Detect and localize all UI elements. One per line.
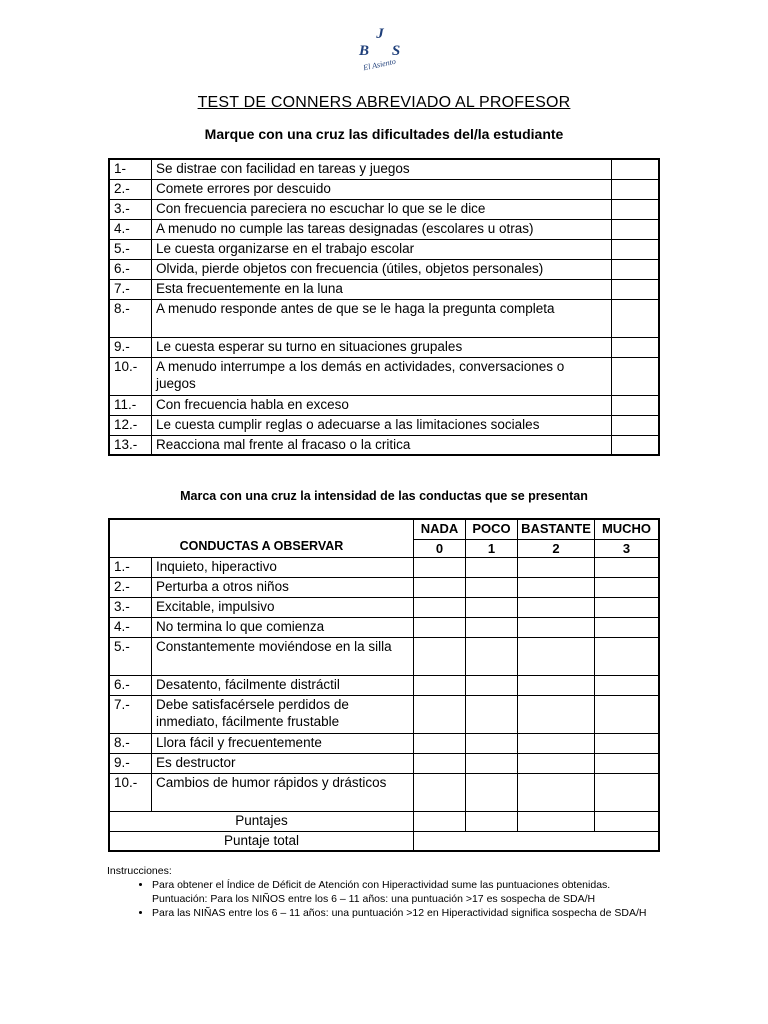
difficulty-row — [109, 199, 659, 219]
difficulty-row — [109, 219, 659, 239]
instructions-label: Instrucciones: — [107, 865, 172, 877]
score-cell-mucho[interactable] — [595, 557, 660, 577]
row-text: Con frecuencia habla en exceso — [152, 395, 612, 415]
checkbox-cell[interactable] — [612, 199, 660, 219]
behaviors-header: CONDUCTAS A OBSERVAR — [109, 519, 414, 557]
score-cell-nada[interactable] — [414, 637, 466, 675]
difficulty-row — [109, 357, 659, 395]
row-text: Desatento, fácilmente distráctil — [152, 675, 414, 695]
score-cell-bastante[interactable] — [518, 637, 595, 675]
row-text: Llora fácil y frecuentemente — [152, 733, 414, 753]
score-cell-mucho[interactable] — [595, 617, 660, 637]
difficulty-row — [109, 279, 659, 299]
difficulty-row — [109, 179, 659, 199]
behavior-row — [109, 617, 659, 637]
score-cell-mucho[interactable] — [595, 675, 660, 695]
score-cell-nada[interactable] — [414, 557, 466, 577]
puntaje-cell-nada[interactable] — [414, 811, 466, 831]
score-cell-bastante[interactable] — [518, 695, 595, 733]
score-cell-poco[interactable] — [466, 577, 518, 597]
difficulty-row — [109, 395, 659, 415]
score-cell-bastante[interactable] — [518, 577, 595, 597]
score-cell-mucho[interactable] — [595, 597, 660, 617]
checkbox-cell[interactable] — [612, 279, 660, 299]
checkbox-cell[interactable] — [612, 299, 660, 337]
logo-letter-b: B — [358, 43, 370, 59]
score-cell-nada[interactable] — [414, 753, 466, 773]
checkbox-cell[interactable] — [612, 179, 660, 199]
score-cell-poco[interactable] — [466, 557, 518, 577]
row-text: Debe satisfacérsele perdidos de inmediato, fácilmente frustable — [152, 695, 414, 733]
page-title: TEST DE CONNERS ABREVIADO AL PROFESOR — [197, 94, 571, 111]
section-subtitle-intensity: Marca con una cruz la intensidad de las conductas que se presentan — [180, 489, 588, 503]
row-number: 1.- — [109, 557, 152, 577]
row-number: 8.- — [109, 299, 152, 337]
score-cell-nada[interactable] — [414, 577, 466, 597]
col-poco-score: 1 — [466, 539, 518, 557]
score-cell-mucho[interactable] — [595, 637, 660, 675]
behavior-row — [109, 637, 659, 675]
checkbox-cell[interactable] — [612, 395, 660, 415]
checkbox-cell[interactable] — [612, 219, 660, 239]
col-nada-score: 0 — [414, 539, 466, 557]
col-bastante-label: BASTANTE — [518, 519, 595, 539]
row-number: 7.- — [109, 695, 152, 733]
behaviors-table — [108, 518, 660, 852]
score-cell-mucho[interactable] — [595, 577, 660, 597]
score-cell-mucho[interactable] — [595, 753, 660, 773]
difficulties-table — [108, 158, 660, 456]
row-number: 7.- — [109, 279, 152, 299]
score-cell-bastante[interactable] — [518, 617, 595, 637]
row-text: A menudo no cumple las tareas designadas (escolares u otras) — [152, 219, 612, 239]
difficulty-row — [109, 299, 659, 337]
col-poco-label: POCO — [466, 519, 518, 539]
row-number: 10.- — [109, 357, 152, 395]
checkbox-cell[interactable] — [612, 357, 660, 395]
row-number: 4.- — [109, 617, 152, 637]
score-cell-bastante[interactable] — [518, 557, 595, 577]
score-cell-mucho[interactable] — [595, 773, 660, 811]
score-cell-bastante[interactable] — [518, 675, 595, 695]
row-number: 9.- — [109, 337, 152, 357]
checkbox-cell[interactable] — [612, 415, 660, 435]
puntaje-total-cell[interactable] — [414, 831, 660, 851]
score-cell-poco[interactable] — [466, 617, 518, 637]
score-cell-bastante[interactable] — [518, 597, 595, 617]
row-number: 6.- — [109, 259, 152, 279]
logo-letter-j: J — [376, 26, 384, 42]
score-cell-poco[interactable] — [466, 773, 518, 811]
row-number: 3.- — [109, 199, 152, 219]
score-cell-nada[interactable] — [414, 597, 466, 617]
col-nada-label: NADA — [414, 519, 466, 539]
score-cell-nada[interactable] — [414, 695, 466, 733]
score-cell-nada[interactable] — [414, 675, 466, 695]
row-number: 9.- — [109, 753, 152, 773]
difficulty-row — [109, 415, 659, 435]
score-cell-poco[interactable] — [466, 675, 518, 695]
row-number: 2.- — [109, 179, 152, 199]
row-text: No termina lo que comienza — [152, 617, 414, 637]
behavior-row — [109, 695, 659, 733]
score-cell-nada[interactable] — [414, 773, 466, 811]
row-number: 5.- — [109, 239, 152, 259]
logo-letter-s: S — [391, 43, 401, 59]
row-text: Cambios de humor rápidos y drásticos — [152, 773, 414, 811]
behavior-row — [109, 557, 659, 577]
row-number: 12.- — [109, 415, 152, 435]
row-number: 2.- — [109, 577, 152, 597]
behavior-row — [109, 597, 659, 617]
score-cell-bastante[interactable] — [518, 773, 595, 811]
puntaje-total-row — [109, 831, 659, 851]
puntaje-cell-poco[interactable] — [466, 811, 518, 831]
row-number: 4.- — [109, 219, 152, 239]
row-number: 1- — [109, 159, 152, 179]
row-text: Es destructor — [152, 753, 414, 773]
row-text: Inquieto, hiperactivo — [152, 557, 414, 577]
row-text: Constantemente moviéndose en la silla — [152, 637, 414, 675]
row-number: 13.- — [109, 435, 152, 455]
difficulty-row — [109, 435, 659, 455]
row-number: 6.- — [109, 675, 152, 695]
instructions-list — [107, 878, 667, 920]
score-cell-bastante[interactable] — [518, 733, 595, 753]
puntaje-cell-mucho[interactable] — [595, 811, 660, 831]
behavior-row — [109, 675, 659, 695]
row-number: 8.- — [109, 733, 152, 753]
row-text: Le cuesta cumplir reglas o adecuarse a las limitaciones sociales — [152, 415, 612, 435]
row-text: Reacciona mal frente al fracaso o la critica — [152, 435, 612, 455]
col-mucho-label: MUCHO — [595, 519, 660, 539]
instructions — [107, 864, 667, 920]
row-number: 11.- — [109, 395, 152, 415]
behavior-row — [109, 733, 659, 753]
difficulty-row — [109, 239, 659, 259]
score-cell-bastante[interactable] — [518, 753, 595, 773]
checkbox-cell[interactable] — [612, 239, 660, 259]
col-mucho-score: 3 — [595, 539, 660, 557]
behavior-row — [109, 773, 659, 811]
score-cell-poco[interactable] — [466, 637, 518, 675]
row-number: 3.- — [109, 597, 152, 617]
score-cell-nada[interactable] — [414, 617, 466, 637]
checkbox-cell[interactable] — [612, 159, 660, 179]
checkbox-cell[interactable] — [612, 435, 660, 455]
row-text: Olvida, pierde objetos con frecuencia (útiles, objetos personales) — [152, 259, 612, 279]
behavior-row — [109, 577, 659, 597]
score-cell-poco[interactable] — [466, 733, 518, 753]
row-text: Le cuesta esperar su turno en situaciones grupales — [152, 337, 612, 357]
score-cell-nada[interactable] — [414, 733, 466, 753]
puntaje-total-label: Puntaje total — [109, 831, 414, 851]
score-cell-poco[interactable] — [466, 753, 518, 773]
logo-text: El Asiento — [362, 56, 397, 72]
score-cell-mucho[interactable] — [595, 695, 660, 733]
puntajes-label: Puntajes — [109, 811, 414, 831]
score-cell-mucho[interactable] — [595, 733, 660, 753]
row-text: Esta frecuentemente en la luna — [152, 279, 612, 299]
row-text: Le cuesta organizarse en el trabajo escolar — [152, 239, 612, 259]
col-bastante-score: 2 — [518, 539, 595, 557]
score-cell-poco[interactable] — [466, 695, 518, 733]
behavior-row — [109, 753, 659, 773]
difficulty-row — [109, 159, 659, 179]
row-text: A menudo interrumpe a los demás en actividades, conversaciones o juegos — [152, 357, 612, 395]
row-text: Comete errores por descuido — [152, 179, 612, 199]
checkbox-cell[interactable] — [612, 337, 660, 357]
instruction-item: • Para las NIÑAS entre los 6 – 11 años: una puntuación >12 en Hiperactividad significa sospecha de SDA/H — [152, 906, 667, 920]
checkbox-cell[interactable] — [612, 259, 660, 279]
school-logo — [340, 22, 420, 72]
instruction-item: • Para obtener el Índice de Déficit de Atención con Hiperactividad sume las puntuaciones obtenidas. Puntuación: Para los NIÑOS entre los 6 – 11 años: una puntuación >17 es sospecha de SDA/H — [152, 878, 667, 906]
puntaje-cell-bastante[interactable] — [518, 811, 595, 831]
row-text: Con frecuencia pareciera no escuchar lo que se le dice — [152, 199, 612, 219]
row-number: 10.- — [109, 773, 152, 811]
difficulty-row — [109, 337, 659, 357]
row-text: A menudo responde antes de que se le haga la pregunta completa — [152, 299, 612, 337]
puntajes-row — [109, 811, 659, 831]
row-text: Perturba a otros niños — [152, 577, 414, 597]
row-text: Excitable, impulsivo — [152, 597, 414, 617]
score-cell-poco[interactable] — [466, 597, 518, 617]
row-number: 5.- — [109, 637, 152, 675]
difficulty-row — [109, 259, 659, 279]
section-subtitle: Marque con una cruz las dificultades del/la estudiante — [204, 126, 564, 142]
row-text: Se distrae con facilidad en tareas y juegos — [152, 159, 612, 179]
